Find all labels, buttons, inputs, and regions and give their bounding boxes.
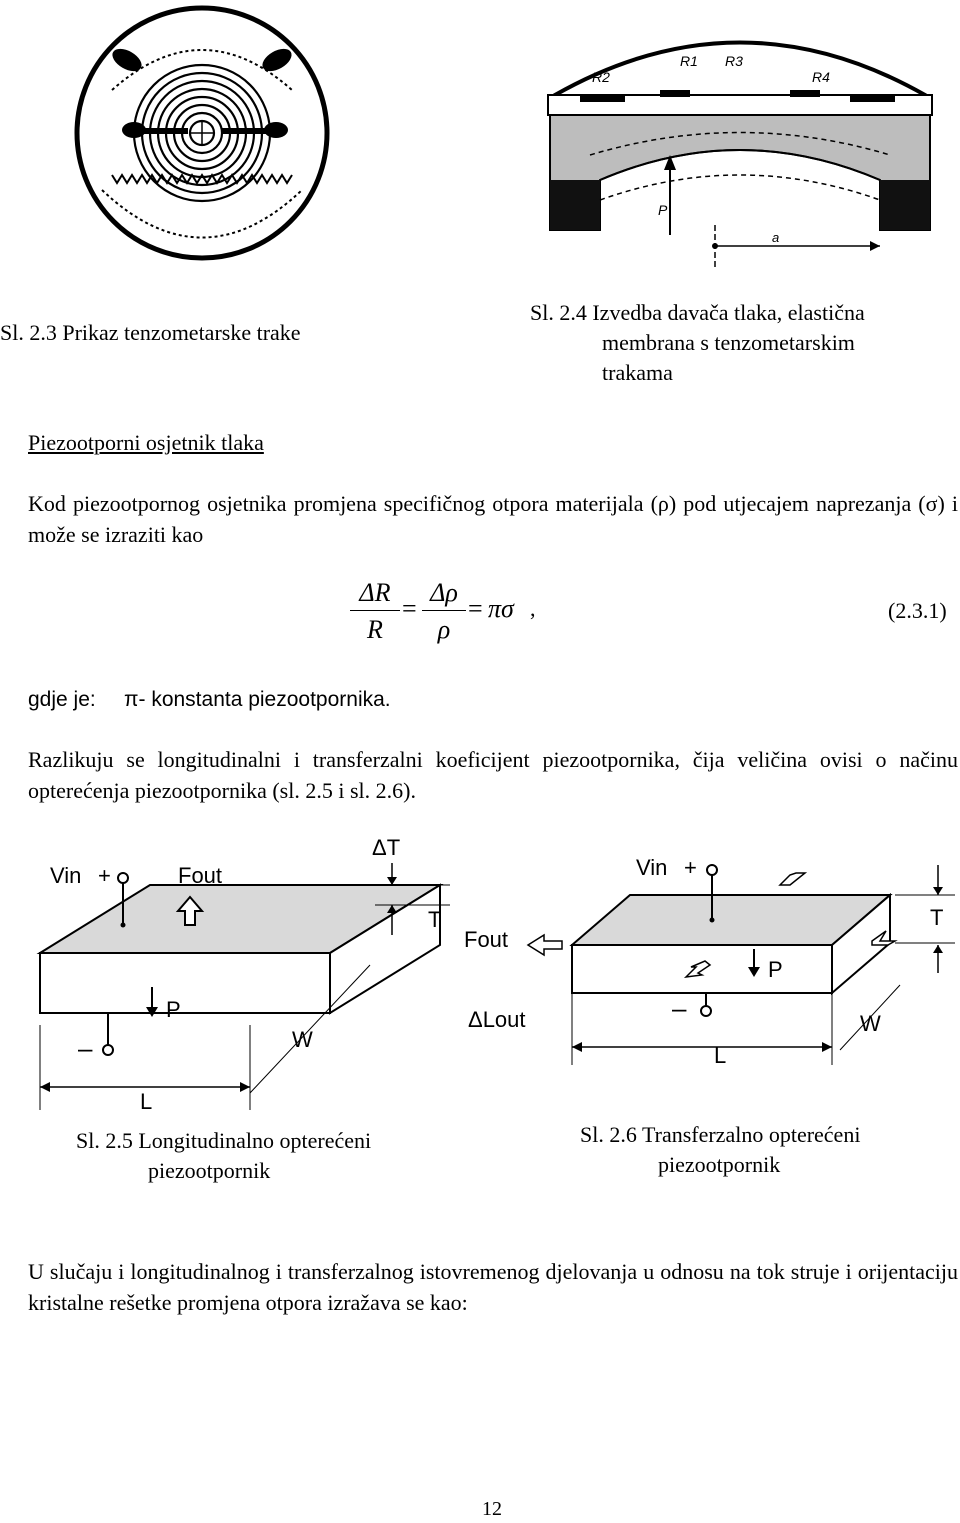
delta-lout-label: ΔLout [468, 1007, 526, 1032]
width-label: W [292, 1027, 313, 1052]
figure-2-4-caption [530, 298, 865, 388]
figure-2-5-caption [76, 1126, 371, 1186]
strain-gauge-figure [72, 0, 342, 270]
width-label: W [860, 1011, 881, 1036]
caption-line: piezootpornik [148, 1158, 271, 1183]
equals-sign: = [402, 594, 417, 623]
length-label: L [714, 1043, 727, 1068]
p-label: P [768, 957, 783, 982]
pressure-label: P [658, 202, 668, 218]
fout-label: Fout [178, 863, 223, 888]
equation-number: (2.3.1) [888, 598, 947, 623]
formula-comma: , [530, 596, 536, 621]
minus-label: – [78, 1033, 93, 1063]
fout-label: Fout [464, 927, 509, 952]
paragraph-3: U slučaju i longitudinalnog i transferzalnog istovremenog djelovanja u odnosu na tok struje i orijentaciju kristalne rešetke promjena otpora izražava se kao: [28, 1259, 958, 1315]
figure-2-3-caption: Sl. 2.3 Prikaz tenzometarske trake [0, 320, 301, 345]
plus-label: + [684, 855, 697, 880]
minus-label: – [672, 993, 687, 1023]
caption-line: Sl. 2.5 Longitudinalno opterećeni [76, 1128, 372, 1153]
figure-2-6-caption [580, 1120, 860, 1180]
where-text: π- konstanta piezootpornika. [124, 688, 391, 711]
fraction-denominator: ρ [437, 615, 451, 644]
formula-2-3-1 [350, 578, 960, 658]
caption-line: Sl. 2.6 Transferzalno opterećeni [580, 1122, 861, 1147]
length-label: L [140, 1089, 153, 1114]
thickness-label: T [428, 907, 442, 932]
longitudinal-piezoresistor-figure [30, 825, 450, 1115]
fraction-delta-r [350, 578, 400, 645]
radius-label: a [772, 230, 780, 245]
r2-label: R2 [592, 69, 610, 85]
r1-label: R1 [680, 53, 698, 69]
plus-label: + [98, 863, 111, 888]
transversal-piezoresistor-figure [460, 845, 960, 1075]
equals-sign: = [468, 594, 483, 623]
fraction-numerator: Δρ [422, 578, 466, 611]
page-number: 12 [482, 1498, 502, 1520]
caption-line: piezootpornik [658, 1152, 781, 1177]
caption-line: membrana s tenzometarskim [602, 330, 855, 355]
delta-t-label: ΔT [372, 835, 401, 860]
vin-label: Vin [636, 855, 668, 880]
section-heading: Piezootporni osjetnik tlaka [28, 430, 264, 455]
where-label: gdje je: [28, 688, 96, 711]
paragraph-2: Razlikuju se longitudinalni i transferzalni koeficijent piezootpornika, čija veličina ovisi o načinu opterećenja piezootpornika (sl. 2.5 i sl. 2.6). [28, 747, 958, 803]
vin-label: Vin [50, 863, 82, 888]
caption-line: trakama [602, 360, 673, 385]
fraction-denominator: R [367, 615, 383, 644]
r4-label: R4 [812, 69, 830, 85]
pressure-sensor-figure [540, 0, 940, 275]
fraction-delta-rho [422, 578, 466, 645]
paragraph-1: Kod piezootpornog osjetnika promjena specifičnog otpora materijala (ρ) pod utjecajem naprezanja (σ) i može se izraziti kao [28, 491, 958, 547]
formula-rhs: πσ [488, 594, 514, 623]
fraction-numerator: ΔR [350, 578, 400, 611]
p-label: P [166, 997, 181, 1022]
r3-label: R3 [725, 53, 743, 69]
caption-line: Sl. 2.4 Izvedba davača tlaka, elastična [530, 300, 865, 325]
thickness-label: T [930, 905, 944, 930]
